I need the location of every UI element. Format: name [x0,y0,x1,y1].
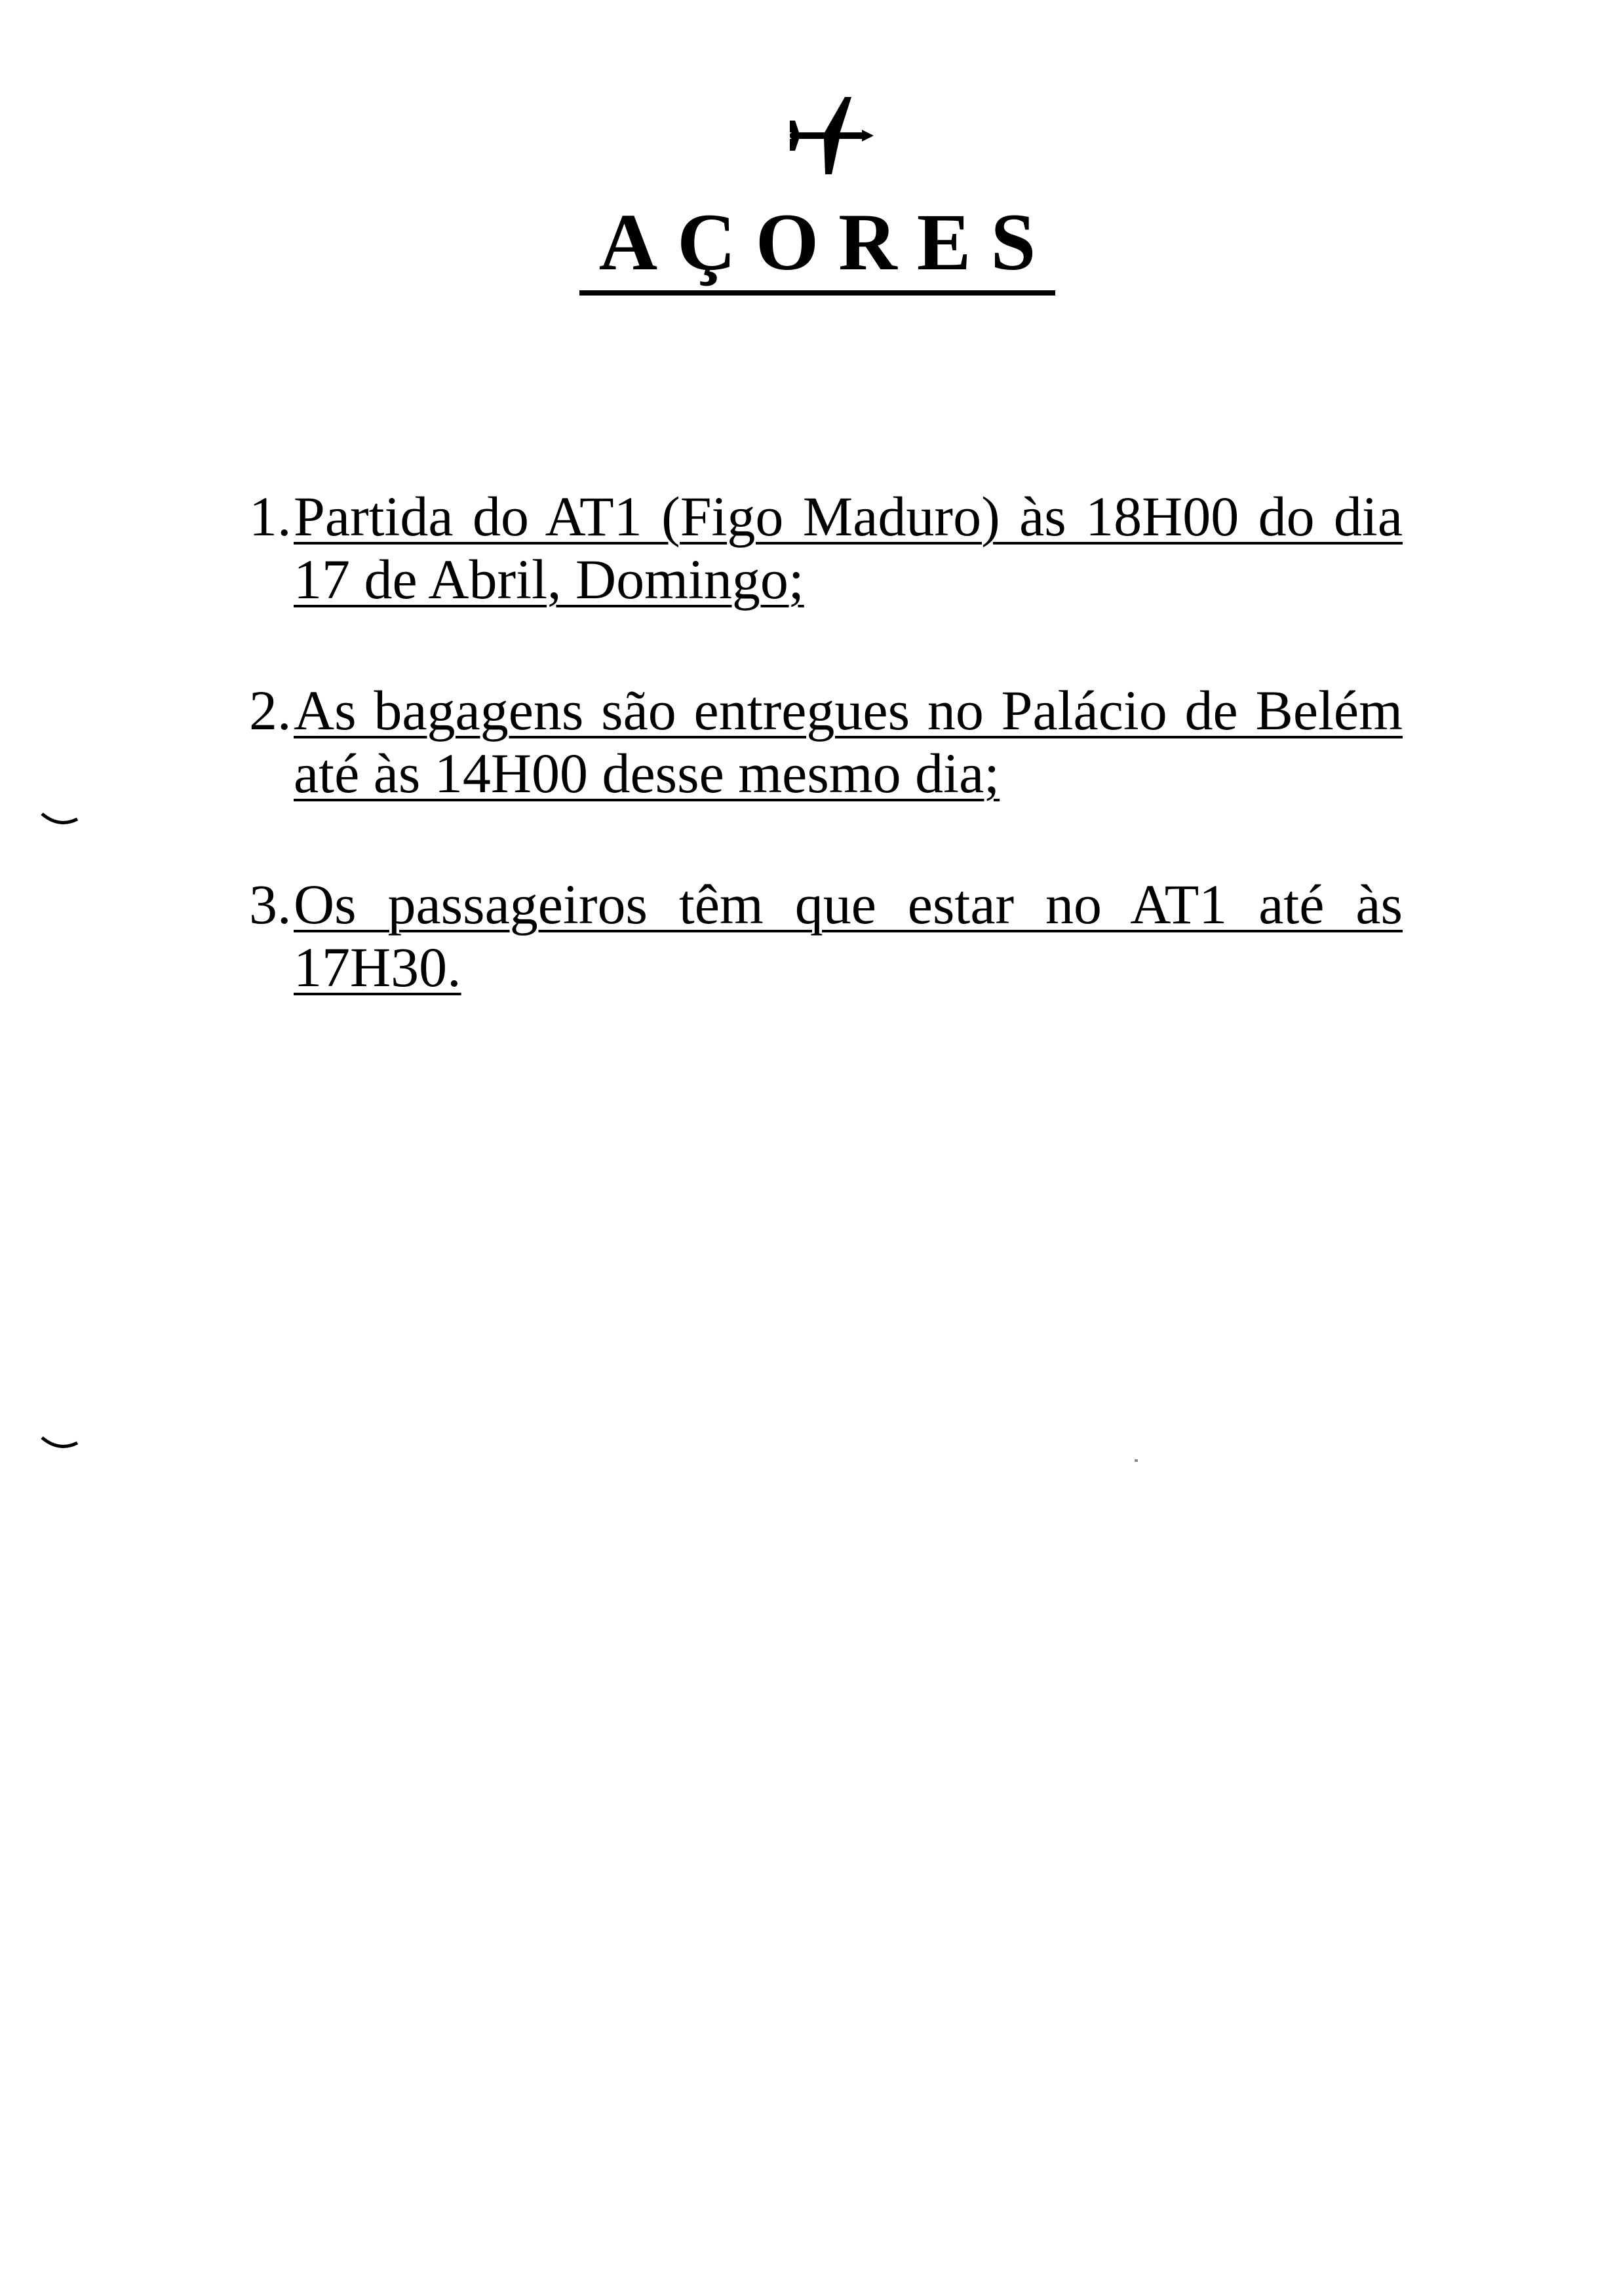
list-item [249,873,1403,999]
punch-hole-mark [41,811,80,831]
list-item-text: As bagagens são entregues no Palácio de Belém até às 14H00 desse mesmo dia; [294,679,1403,805]
airplane-icon [783,92,875,183]
list-item-text: Os passageiros têm que estar no AT1 até às 17H30. [294,873,1403,999]
list-item-number: 1. [249,485,292,548]
list-item [249,679,1403,805]
list-item-text: Partida do AT1 (Figo Maduro) às 18H00 do dia 17 de Abril, Domingo; [294,485,1403,611]
list-item-number: 2. [249,679,292,742]
instructions-list [249,485,1403,1067]
scan-speck [1135,1459,1138,1462]
punch-hole-mark [41,1435,80,1455]
list-item [249,485,1403,611]
page-title [0,197,1615,296]
list-item-number: 3. [249,873,292,936]
page-title-text: AÇORES [579,200,1056,296]
